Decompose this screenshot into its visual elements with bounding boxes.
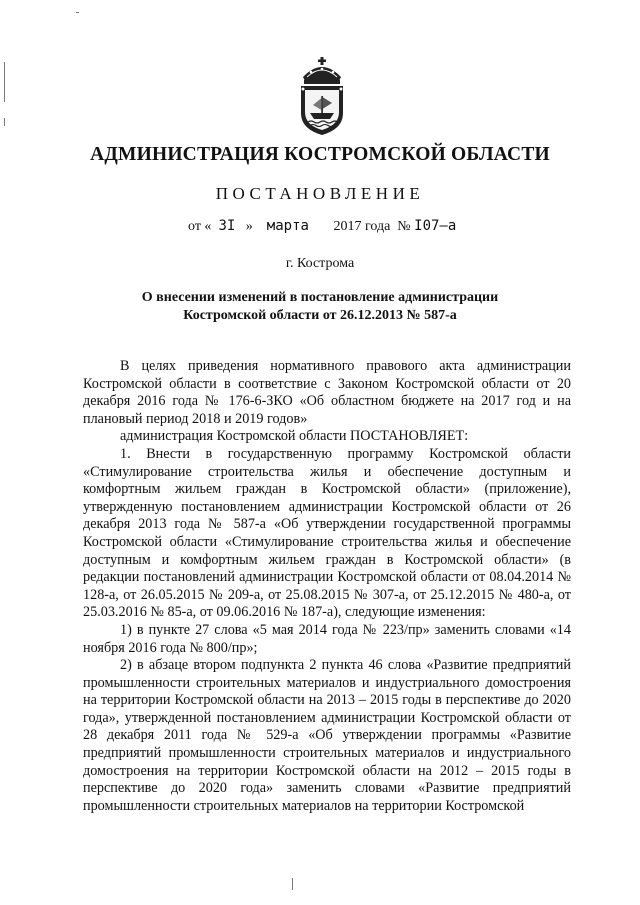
scan-artifact: [4, 62, 5, 102]
document-type: ПОСТАНОВЛЕНИЕ: [215, 184, 425, 203]
document-body: [83, 358, 571, 815]
date-month: марта: [266, 218, 309, 234]
date-year: 2017 года: [333, 219, 391, 234]
subject-line: О внесении изменений в постановление администрации: [141, 290, 499, 305]
kostroma-coat-of-arms-icon: [293, 55, 351, 137]
document-number: I07–а: [414, 218, 457, 234]
scan-artifact: [76, 12, 79, 13]
scan-artifact: [4, 118, 5, 126]
number-sign: №: [397, 219, 411, 234]
date-day: 3I: [218, 218, 236, 234]
body-paragraph: В целях приведения нормативного правового акта администрации Костромской области в соответствие с Законом Костромской области от 20 декабря 2016 года № 176-6-ЗКО «Об областном бюджете на 2017 год и на плановый период 2018 и 2019 годов»: [83, 358, 571, 427]
body-paragraph: 1) в пункте 27 слова «5 мая 2014 года № 223/пр» заменить словами «14 ноября 2016 года № 800/пр»;: [83, 621, 571, 656]
body-paragraph: 1. Внести в государственную программу Костромской области «Стимулирование строительства жилья и обеспечение доступным и комфортным жильем граждан в Костромской области» (приложение), утвержденную постановлением администрации Костромской области от 26 декабря 2013 года № 587-а «Об утверждении государственной программы Костромской области «Стимулирование строительства жилья и обеспечение доступным и комфортным жильем граждан в Костромской области» (в редакции постановлений администрации Костромской области от 08.04.2014 № 128-а, от 26.05.2015 № 209-а, от 25.08.2015 № 307-а, от 25.12.2015 № 480-а, от 25.03.2016 № 85-а, от 09.06.2016 № 187-а), следующие изменения:: [83, 445, 571, 621]
subject-line: Костромской области от 26.12.2013 № 587-а: [183, 308, 457, 323]
date-prefix: от «: [188, 219, 212, 234]
scan-artifact: [292, 878, 293, 890]
date-close-quote: »: [245, 219, 253, 234]
body-paragraph: администрация Костромской области ПОСТАНОВЛЯЕТ:: [120, 428, 469, 445]
organization-title: АДМИНИСТРАЦИЯ КОСТРОМСКОЙ ОБЛАСТИ: [90, 144, 550, 165]
body-paragraph: 2) в абзаце втором подпункта 2 пункта 46 слова «Развитие предприятий промышленности строительных материалов и индустриального домостроения на территории Костромской области на 2013 – 2015 годы в перспективе до 2020 года», утвержденной постановлением администрации Костромской области от 28 декабря 2011 года № 529-а «Об утверждении программы «Развитие предприятий промышленности строительных материалов и индустриального домостроения на территории Костромской области на 2012 – 2015 годы в перспективе до 2020 года» заменить словами «Развитие предприятий промышленности строительных материалов на территории Костромской: [83, 657, 571, 814]
city: г. Кострома: [285, 256, 355, 271]
document-subject: [0, 289, 640, 325]
document-date-line: [188, 218, 456, 235]
